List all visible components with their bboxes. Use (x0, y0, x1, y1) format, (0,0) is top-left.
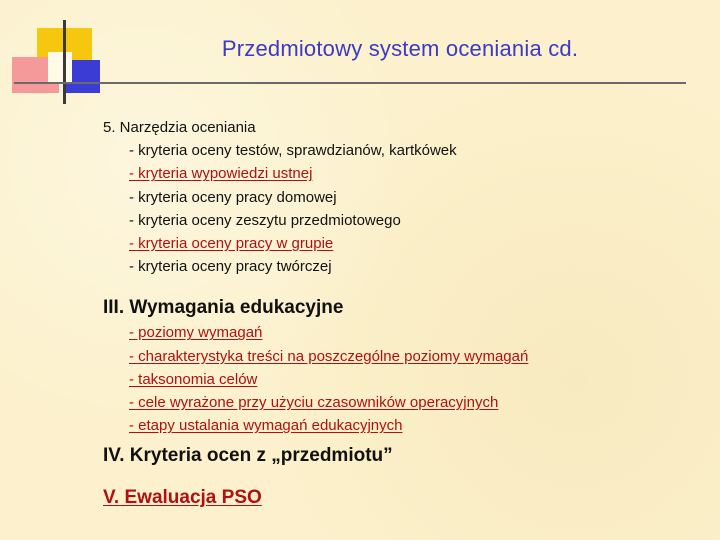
hyperlink-item[interactable]: - poziomy wymagań (129, 324, 263, 342)
hyperlink-item[interactable]: - cele wyrażone przy użyciu czasowników operacyjnych (129, 394, 499, 412)
logo-white-square (48, 52, 72, 82)
slide-title: Przedmiotowy system oceniania cd. (221, 36, 579, 61)
section-5-link[interactable]: V. Ewaluacja PSO (103, 487, 262, 509)
hyperlink-item[interactable]: - kryteria wypowiedzi ustnej (129, 165, 313, 183)
list-item: - kryteria oceny pracy twórczej (129, 258, 332, 276)
list-item: - kryteria oceny pracy domowej (129, 188, 337, 206)
hyperlink-item[interactable]: - taksonomia celów (129, 370, 258, 388)
list-item: - kryteria oceny zeszytu przedmiotowego (129, 211, 401, 229)
logo-vertical-line (63, 20, 66, 104)
list-item: - kryteria oceny testów, sprawdzianów, kartkówek (129, 142, 457, 160)
hyperlink-item[interactable]: - etapy ustalania wymagań edukacyjnych (129, 417, 403, 435)
section-3-heading: III. Wymagania edukacyjne (103, 297, 344, 319)
title-divider-line (14, 82, 686, 84)
hyperlink-item[interactable]: - kryteria oceny pracy w grupie (129, 235, 334, 253)
slide-content (103, 116, 703, 511)
hyperlink-item[interactable]: - charakterystyka treści na poszczególne poziomy wymagań (129, 347, 529, 365)
section-5-heading: 5. Narzędzia oceniania (103, 119, 256, 136)
section-4-heading: IV. Kryteria ocen z „przedmiotu” (103, 445, 393, 467)
